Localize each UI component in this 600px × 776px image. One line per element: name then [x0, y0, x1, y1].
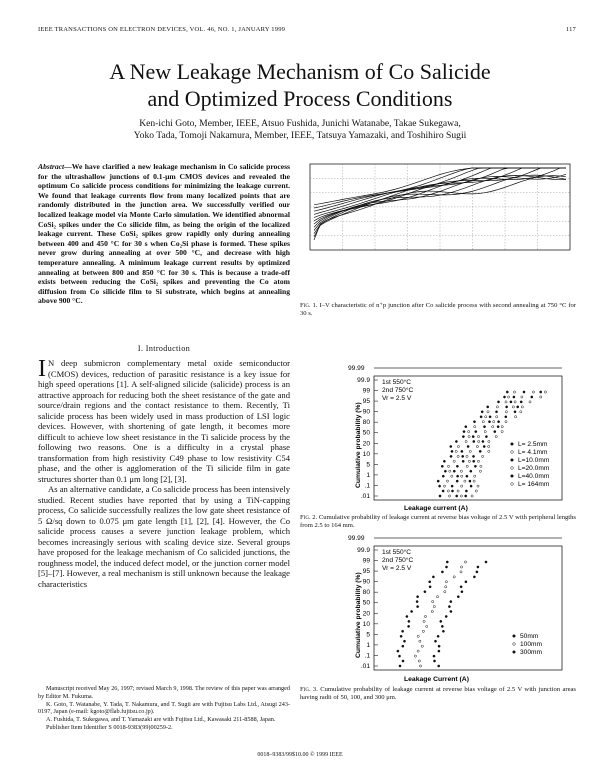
fig3-point	[402, 645, 404, 647]
fig3-point	[465, 581, 467, 583]
fig2-point	[474, 465, 476, 467]
fig2-point	[485, 416, 487, 418]
fig2-point	[489, 416, 491, 418]
fig2-point	[474, 426, 476, 428]
fig1-caption	[300, 302, 576, 318]
fig3-point	[432, 576, 434, 578]
fig2-ytick: 99.9	[357, 377, 370, 384]
fig2-point	[481, 411, 483, 413]
fig3-point	[434, 640, 436, 642]
fig2-point	[482, 455, 484, 457]
paper-title	[40, 58, 560, 112]
fig1-plot	[300, 162, 576, 254]
footnote: K. Goto, T. Watanabe, Y. Tada, T. Nakamura, and T. Sugii are with Fujitsu Labs Ltd., Atsugi 243-0197, Japan (e-mail: kgoto@flab.fujitsu.co.jp).	[38, 700, 290, 716]
fig3-point	[431, 610, 433, 612]
fig2-point	[462, 455, 464, 457]
fig2-point	[446, 480, 448, 482]
fig2-point	[505, 421, 507, 423]
fig3-point	[416, 601, 418, 603]
fig2-ytick: 95	[362, 398, 370, 406]
fig2-point	[488, 440, 490, 442]
fig2-point	[460, 495, 462, 497]
fig3-point	[473, 576, 475, 578]
fig3-point	[424, 591, 426, 593]
fig1-caption-text: I–V characteristic of n⁺p junction after Co salicide process with second annealing at 750 °C for 30 s.	[300, 302, 577, 318]
fig2-point	[467, 445, 469, 447]
fig2-point	[443, 460, 445, 462]
fig2-point	[443, 485, 445, 487]
fig2-xlabel: Leakage current (A)	[404, 505, 468, 512]
fig3-point	[419, 640, 421, 642]
fig2-point	[503, 396, 505, 398]
fig2-legend-marker	[511, 459, 514, 462]
fig2-ytick: 50	[362, 429, 370, 437]
fig3-point	[460, 571, 462, 573]
fig3-point	[408, 620, 410, 622]
fig2-point	[521, 406, 523, 408]
fig3-point	[419, 665, 421, 667]
fig2-point	[468, 460, 470, 462]
fig3-point	[402, 660, 404, 662]
fig2-point	[437, 480, 439, 482]
fig2-point	[495, 411, 497, 413]
fig2-legend-entry: L=40.0mm	[518, 473, 550, 480]
fig3-point	[438, 650, 440, 652]
fig3-point	[445, 586, 447, 588]
fig3-point	[423, 620, 425, 622]
fig3-point	[422, 630, 424, 632]
fig2-point	[476, 445, 478, 447]
fig3-ytick: .1	[364, 652, 370, 660]
fig2-legend-entry: L=20.0mm	[518, 465, 550, 472]
fig2-point	[540, 391, 542, 393]
fig2-point	[456, 480, 458, 482]
fig3-plot	[300, 534, 576, 684]
fig2-point	[447, 490, 449, 492]
fig3-point	[438, 645, 440, 647]
fig2-ytick: 1	[366, 471, 370, 479]
fig2-point	[464, 480, 466, 482]
fig2-point	[505, 416, 507, 418]
fig2-point	[517, 406, 519, 408]
fig3-point	[441, 625, 443, 627]
fig2-point	[514, 411, 516, 413]
fig2-point	[505, 411, 507, 413]
fig2-point	[461, 475, 463, 477]
fig2-point	[493, 421, 495, 423]
fig2-info-2: 2nd 750°C	[382, 387, 414, 394]
fig3-point	[446, 561, 448, 563]
fig3-ytick: 80	[362, 589, 370, 597]
fig2-point	[456, 465, 458, 467]
fig3-info-2: 2nd 750°C	[382, 557, 414, 564]
fig3-point	[418, 660, 420, 662]
fig2-point	[506, 391, 508, 393]
fig2-point	[465, 440, 467, 442]
fig2-legend-entry: L= 164mm	[518, 481, 550, 488]
fig2-point	[514, 401, 516, 403]
fig3-point	[399, 665, 401, 667]
fig2-point	[531, 396, 533, 398]
fig2-point	[457, 455, 459, 457]
author-list	[40, 118, 560, 142]
fig2-point	[505, 401, 507, 403]
fig2-ytick: 10	[362, 450, 370, 458]
fig3-point	[485, 561, 487, 563]
fig3-point	[403, 640, 405, 642]
fig3-point	[442, 630, 444, 632]
fig2-point	[473, 440, 475, 442]
fig2-point	[508, 396, 510, 398]
fig2-point	[463, 431, 465, 433]
fig3-point	[408, 625, 410, 627]
fig2-point	[529, 401, 531, 403]
fig2-point	[449, 470, 451, 472]
footnotes	[38, 685, 290, 732]
fig3-ytick: 20	[362, 610, 370, 618]
fig2-point	[455, 450, 457, 452]
fig2-point	[451, 475, 453, 477]
fig3-point	[461, 591, 463, 593]
fig3-legend-entry: 300mm	[520, 649, 542, 656]
intro-p1-text: N deep submicron complementary metal oxide semiconductor (CMOS) devices, reduction of parasitic resistance is a key issue for high speed operations [1]. A self-aligned silicide (salicide) process is an attractive approach for reducing both the sheet resistance of the gate and source/drain regions and the contact resistance to them. Recently, Ti salicide process has been widely used in mass production of LSI logic devices. However, with shortening of gate length, it becomes more difficult to achieve low sheet resistance in the Ti salicide process by the following two reasons. One is a difficulty in a crystal phase transformation from high resistivity C49 phase to low resistivity C54 phase, and the other is agglomeration of the Ti silicide film in gate structures shorter than 0.1 μm long [2], [3].	[38, 358, 290, 484]
fig2-caption-label: Fig. 2.	[300, 514, 318, 521]
fig2-point	[447, 465, 449, 467]
footnote: Manuscript received May 26, 1997; revised March 9, 1998. The review of this paper was arranged by Editor M. Fukuma.	[38, 685, 290, 700]
fig2-point	[496, 416, 498, 418]
fig3-point	[433, 660, 435, 662]
fig3-point	[421, 645, 423, 647]
fig2-point	[488, 421, 490, 423]
fig3-point	[436, 596, 438, 598]
fig3-point	[424, 615, 426, 617]
fig3-point	[444, 591, 446, 593]
fig2-point	[466, 465, 468, 467]
fig2-point	[501, 426, 503, 428]
fig3-point	[411, 610, 413, 612]
fig2-point	[532, 391, 534, 393]
fig2-point	[455, 440, 457, 442]
fig3-point	[457, 596, 459, 598]
fig3-caption	[300, 686, 576, 702]
fig2-point	[487, 411, 489, 413]
fig3-ytick: .01	[360, 663, 370, 670]
fig2-point	[484, 431, 486, 433]
fig2-point	[450, 455, 452, 457]
fig2-point	[492, 426, 494, 428]
fig2-point	[479, 470, 481, 472]
drop-cap: I	[38, 356, 46, 382]
fig2-point	[444, 470, 446, 472]
fig3-xlabel: Leakage Current (A)	[404, 676, 469, 683]
fig3-point	[426, 625, 428, 627]
fig3-caption-text: Cumulative probability of leakage current at reverse bias voltage of 2.5 V with junction areas having radii of 50, 100, and 300 μm.	[300, 686, 576, 702]
fig3-point	[460, 586, 462, 588]
figure-2	[300, 364, 576, 530]
fig3-point	[440, 620, 442, 622]
fig2-point	[462, 436, 464, 438]
authors-line-2: Yoko Tada, Tomoji Nakamura, Member, IEEE, Tatsuya Yamazaki, and Toshihiro Sugii	[133, 130, 467, 141]
fig3-legend-marker	[513, 651, 516, 654]
section-heading: I. Introduction	[137, 344, 191, 353]
fig2-ytick-top: 99.99	[348, 365, 365, 372]
fig3-ytick: 99	[362, 557, 370, 565]
fig2-point	[456, 495, 458, 497]
fig2-point	[497, 401, 499, 403]
page-footer: 0018–9383/99$10.00 © 1999 IEEE	[257, 752, 343, 758]
fig2-point	[451, 485, 453, 487]
abstract	[38, 162, 290, 306]
fig2-point	[461, 485, 463, 487]
fig3-point	[402, 630, 404, 632]
fig2-point	[477, 485, 479, 487]
fig2-legend-entry: L= 4.1mm	[518, 449, 548, 456]
fig2-point	[448, 495, 450, 497]
fig2-point	[487, 406, 489, 408]
fig2-point	[497, 426, 499, 428]
fig3-point	[398, 655, 400, 657]
fig2-point	[472, 455, 474, 457]
fig3-legend-entry: 100mm	[520, 641, 542, 648]
fig3-point	[476, 571, 478, 573]
title-line-1: A New Leakage Mechanism of Co Salicide	[109, 59, 491, 84]
authors-line-1: Ken-ichi Goto, Member, IEEE, Atsuo Fushida, Junichi Watanabe, Takae Sukegawa,	[139, 118, 461, 129]
fig3-point	[477, 566, 479, 568]
fig3-point	[417, 635, 419, 637]
figure-1	[300, 162, 576, 318]
fig3-point	[414, 655, 416, 657]
fig2-point	[474, 475, 476, 477]
fig2-info-3: Vr = 2.5 V	[382, 395, 412, 402]
fig2-legend-entry: L= 2.5mm	[518, 441, 548, 448]
fig3-point	[406, 615, 408, 617]
fig3-point	[433, 655, 435, 657]
fig2-point	[441, 465, 443, 467]
fig3-point	[464, 561, 466, 563]
fig3-point	[448, 606, 450, 608]
fig2-point	[472, 436, 474, 438]
fig2-point	[468, 431, 470, 433]
fig2-point	[450, 445, 452, 447]
fig2-point	[477, 436, 479, 438]
fig2-point	[520, 411, 522, 413]
fig2-point	[468, 436, 470, 438]
fig2-point	[478, 440, 480, 442]
fig3-point	[445, 581, 447, 583]
fig2-point	[465, 495, 467, 497]
fig2-plot	[300, 364, 576, 512]
fig2-ytick: .1	[364, 482, 370, 490]
fig3-point	[461, 566, 463, 568]
fig2-legend-marker	[511, 443, 514, 446]
fig2-legend-entry: L=10.0mm	[518, 457, 550, 464]
fig3-point	[445, 615, 447, 617]
fig2-legend-marker	[511, 467, 514, 470]
fig2-point	[475, 431, 477, 433]
fig2-legend-marker	[511, 483, 514, 486]
fig1-caption-label: Fig. 1.	[300, 302, 318, 309]
fig3-info-3: Vr = 2.5 V	[382, 565, 412, 572]
fig2-point	[501, 431, 503, 433]
fig2-ytick: .01	[360, 493, 370, 500]
fig3-point	[432, 601, 434, 603]
fig2-legend-marker	[511, 451, 514, 454]
fig2-ylabel: Cumulative probability (%)	[355, 402, 362, 488]
fig2-point	[480, 465, 482, 467]
fig3-point	[438, 665, 440, 667]
fig2-ytick: 5	[366, 461, 370, 469]
fig2-point	[520, 401, 522, 403]
fig2-point	[451, 450, 453, 452]
fig2-point	[439, 485, 441, 487]
fig2-point	[469, 480, 471, 482]
fig2-ytick: 90	[362, 408, 370, 416]
fig2-point	[521, 396, 523, 398]
fig2-point	[473, 480, 475, 482]
fig3-legend-marker	[513, 635, 516, 638]
fig2-point	[457, 475, 459, 477]
title-line-2: and Optimized Process Conditions	[147, 86, 453, 111]
fig3-info-1: 1st 550°C	[382, 549, 412, 556]
fig2-point	[483, 445, 485, 447]
fig2-point	[482, 421, 484, 423]
journal-name: IEEE TRANSACTIONS ON ELECTRON DEVICES, VOL. 46, NO. 1, JANUARY 1999	[38, 26, 286, 33]
fig3-ytick: 10	[362, 620, 370, 628]
fig2-point	[475, 490, 477, 492]
fig3-legend-marker	[513, 643, 516, 646]
footnote: Publisher Item Identifier S 0018-9383(99)00259-2.	[46, 723, 173, 731]
fig2-point	[465, 490, 467, 492]
fig2-point	[515, 416, 517, 418]
fig2-point	[470, 485, 472, 487]
figure-3	[300, 534, 576, 702]
fig2-info-1: 1st 550°C	[382, 379, 412, 386]
fig3-ytick: 50	[362, 599, 370, 607]
footnote: A. Fushida, T. Sukegawa, and T. Yamazaki are with Fujitsu Ltd., Kawasaki 211-8588, Japan.	[46, 716, 276, 724]
fig2-point	[453, 460, 455, 462]
fig2-point	[457, 445, 459, 447]
fig2-ytick: 80	[362, 419, 370, 427]
fig2-point	[496, 406, 498, 408]
fig3-ytick-top: 99.99	[348, 535, 365, 542]
fig3-point	[417, 606, 419, 608]
fig2-point	[477, 460, 479, 462]
fig2-point	[465, 426, 467, 428]
fig2-caption	[300, 514, 576, 530]
running-header	[38, 26, 576, 33]
fig2-point	[512, 406, 514, 408]
fig3-point	[397, 650, 399, 652]
fig2-point	[544, 391, 546, 393]
fig2-point	[442, 475, 444, 477]
fig2-point	[540, 396, 542, 398]
fig2-point	[506, 406, 508, 408]
fig2-point	[513, 396, 515, 398]
fig3-point	[400, 635, 402, 637]
fig2-point	[498, 421, 500, 423]
intro-paragraph-2: As an alternative candidate, a Co salicide process has been intensively studied. Recent studies have reported that by using a TiN-capping process, Co salicide successfully realizes the low gate sheet resistance of 5 Ω/sq down to 0.075 μm gate length [1], [2], [4]. However, the Co salicide process causes a severe junction leakage problem, which becomes increasingly serious with scaling device size. Several groups have proposed for the leakage mechanism of Co salicided junctions, the roughness model, the induced defect model, or the junction corner model [5]–[7]. However, a real mechanism is still unknown because the leakage characteristics	[38, 484, 290, 589]
fig3-ytick: 90	[362, 578, 370, 586]
fig2-ytick: 20	[362, 440, 370, 448]
fig2-point	[439, 495, 441, 497]
fig2-point	[480, 416, 482, 418]
fig2-point	[460, 470, 462, 472]
fig2-point	[479, 450, 481, 452]
fig2-legend-marker	[511, 475, 514, 478]
fig3-point	[429, 586, 431, 588]
fig2-point	[471, 495, 473, 497]
page-number: 117	[565, 26, 576, 33]
fig2-point	[461, 450, 463, 452]
fig3-point	[450, 610, 452, 612]
fig3-ytick: 1	[366, 641, 370, 649]
fig2-point	[488, 445, 490, 447]
fig3-point	[445, 566, 447, 568]
fig2-point	[510, 401, 512, 403]
fig2-point	[457, 490, 459, 492]
fig2-point	[473, 421, 475, 423]
fig3-point	[417, 650, 419, 652]
abstract-text: We have clarified a new leakage mechanism in Co salicide process for the ultrashallow junctions of 0.1-μm CMOS devices and revealed the optimum Co salicide process conditions for minimizing the leakage current. We found that leakage currents flow from many localized points that are randomly distributed in the junction area. We successfully verified our localized leakage model via Monte Carlo simulation. We identified abnormal CoSi₂ spikes under the Co silicide film, as being the origin of the localized leakage current. These CoSi₂ spikes grow rapidly only during annealing between 400 and 450 °C for 30 s when Co₂Si phase is formed. These spikes never grow during annealing at over 500 °C, and decrease with high temperature annealing. A minimum leakage current results by optimized annealing at between 800 and 850 °C for 30 s. This is because a trade-off exists between reducing the CoSi₂ spikes and preventing the Co atom diffusion from Co silicide film to Si substrate, which begins at annealing above 900 °C.	[38, 162, 290, 306]
fig2-point	[469, 450, 471, 452]
fig2-ytick: 99	[362, 387, 370, 395]
fig2-point	[451, 490, 453, 492]
fig3-point	[450, 601, 452, 603]
fig3-ytick: 95	[362, 568, 370, 576]
fig2-point	[466, 455, 468, 457]
fig2-point	[513, 391, 515, 393]
abstract-label: Abstract—	[38, 162, 72, 171]
fig2-point	[442, 490, 444, 492]
fig3-point	[453, 576, 455, 578]
fig2-point	[483, 426, 485, 428]
fig2-point	[453, 470, 455, 472]
fig2-point	[470, 470, 472, 472]
fig2-point	[523, 391, 525, 393]
fig3-point	[417, 596, 419, 598]
fig3-ytick: 5	[366, 631, 370, 639]
fig2-caption-text: Cumulative probability of leakage current at reverse bias voltage of 2.5 V with peripheral lengths from 2.5 to 164 mm.	[300, 514, 576, 530]
fig3-ytick: 99.9	[357, 547, 370, 554]
fig2-point	[495, 436, 497, 438]
fig2-point	[494, 431, 496, 433]
fig3-point	[441, 571, 443, 573]
fig3-ylabel: Cumulative probability (%)	[355, 572, 362, 658]
fig2-point	[488, 450, 490, 452]
fig2-point	[482, 440, 484, 442]
introduction-body	[38, 358, 290, 589]
fig2-point	[466, 475, 468, 477]
fig3-caption-label: Fig. 3.	[300, 686, 318, 693]
intro-paragraph-1	[38, 358, 290, 484]
fig2-point	[485, 436, 487, 438]
fig3-point	[437, 635, 439, 637]
fig3-legend-entry: 50mm	[520, 633, 539, 640]
fig2-point	[473, 460, 475, 462]
fig2-point	[462, 460, 464, 462]
fig3-point	[433, 606, 435, 608]
fig3-point	[429, 581, 431, 583]
